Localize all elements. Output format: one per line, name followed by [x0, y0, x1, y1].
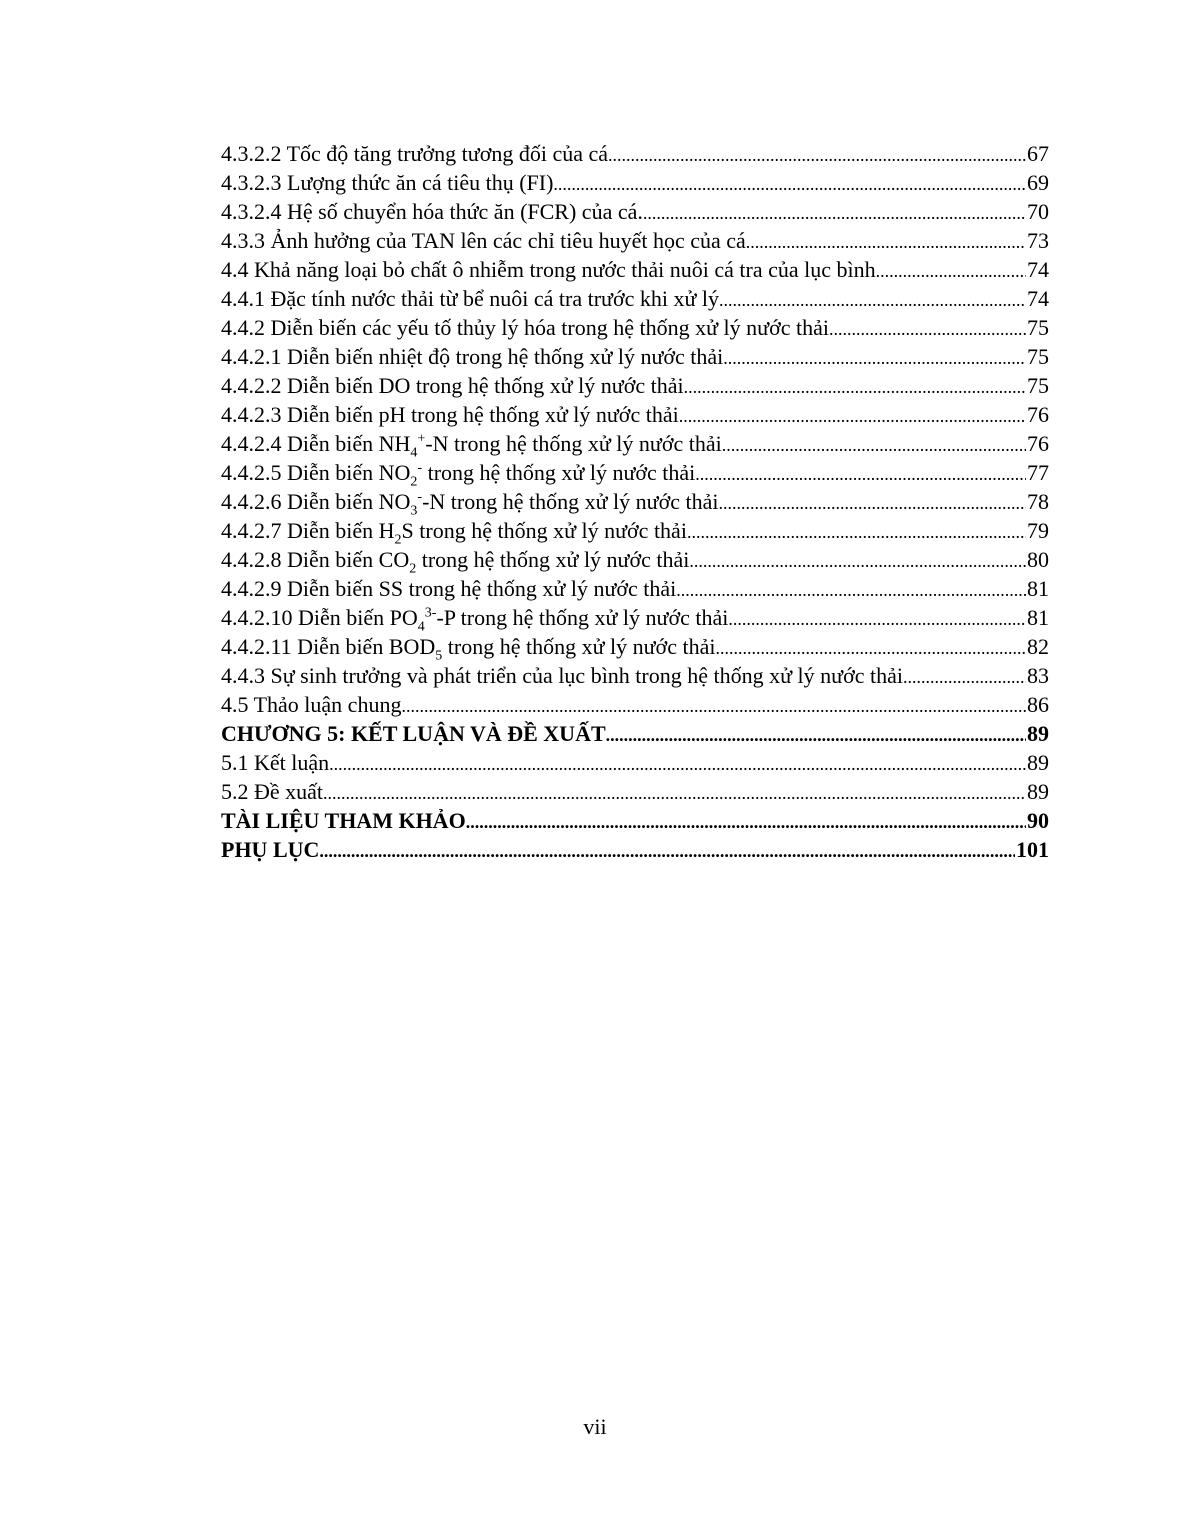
dot-leader — [719, 286, 1026, 315]
subscript: 5 — [435, 648, 443, 664]
toc-entry-title: 4.3.2.2 Tốc độ tăng trưởng tương đối của cá — [221, 141, 609, 166]
dot-leader — [553, 170, 1026, 199]
toc-entry-page: 83 — [1027, 663, 1049, 688]
toc-entry-title: 4.4.3 Sự sinh trưởng và phát triển của lục bình trong hệ thống xử lý nước thải — [221, 663, 903, 688]
toc-entry-title: 4.4.2.9 Diễn biến SS trong hệ thống xử lý nước thải — [221, 576, 677, 601]
toc-entry-page: 69 — [1027, 170, 1049, 195]
dot-leader — [684, 373, 1026, 402]
toc-entry[interactable] — [221, 777, 1049, 806]
toc-entry-title: 4.4.2.1 Diễn biến nhiệt độ trong hệ thống xử lý nước thải — [221, 344, 724, 369]
dot-leader — [829, 315, 1026, 344]
toc-entry-title: 4.4.2 Diễn biến các yếu tố thủy lý hóa trong hệ thống xử lý nước thải — [221, 315, 829, 340]
toc-entry[interactable] — [221, 371, 1049, 400]
subscript: 2 — [410, 474, 418, 490]
dot-leader — [329, 750, 1026, 779]
toc-entry-page: 81 — [1027, 605, 1049, 630]
toc-entry-page: 73 — [1027, 228, 1049, 253]
toc-entry-page: 80 — [1027, 547, 1049, 572]
toc-entry-title: 4.3.2.4 Hệ số chuyển hóa thức ăn (FCR) của cá. — [221, 199, 643, 224]
dot-leader — [606, 721, 1026, 750]
toc-entry[interactable] — [221, 545, 1049, 577]
dot-leader — [903, 663, 1026, 692]
dot-leader — [746, 228, 1026, 257]
dot-leader — [695, 460, 1026, 489]
toc-entry[interactable] — [221, 429, 1049, 461]
dot-leader — [676, 576, 1026, 605]
dot-leader — [689, 547, 1026, 576]
page-number: vii — [583, 1414, 607, 1439]
toc-entry[interactable] — [221, 168, 1049, 197]
toc-entry[interactable] — [221, 226, 1049, 255]
toc-entry-title-suffix: trong hệ thống xử lý nước thải — [422, 460, 696, 485]
dot-leader — [401, 692, 1026, 721]
toc-entry-title-prefix: 4.4.2.4 Diễn biến NH — [221, 431, 411, 456]
dot-leader — [323, 779, 1026, 808]
toc-entry-title — [221, 458, 696, 490]
subscript: 2 — [394, 532, 402, 548]
toc-entry-page: 101 — [1016, 837, 1049, 862]
toc-entry-page: 74 — [1027, 257, 1049, 282]
toc-entry-page: 82 — [1027, 634, 1049, 659]
superscript: - — [417, 460, 423, 476]
toc-entry-title: CHƯƠNG 5: KẾT LUẬN VÀ ĐỀ XUẤT — [221, 721, 606, 746]
toc-entry[interactable] — [221, 603, 1049, 635]
toc-entry-page: 67 — [1027, 141, 1049, 166]
subscript: 4 — [410, 445, 418, 461]
dot-leader — [723, 344, 1026, 373]
toc-entry[interactable] — [221, 139, 1049, 168]
toc-entry-page: 89 — [1027, 721, 1049, 746]
toc-entry[interactable] — [221, 632, 1049, 664]
toc-entry-title-suffix: -N trong hệ thống xử lý nước thải — [425, 431, 722, 456]
toc-entry-title-prefix: 4.4.2.11 Diễn biến BOD — [221, 634, 436, 659]
toc-entry-title: 4.4.1 Đặc tính nước thải từ bể nuôi cá tra trước khi xử lý — [221, 286, 720, 311]
toc-entry-title: 4.3.2.3 Lượng thức ăn cá tiêu thụ (FI) — [221, 170, 554, 195]
table-of-contents — [221, 139, 1049, 864]
toc-entry-title: 4.5 Thảo luận chung — [221, 692, 402, 717]
toc-entry-page: 86 — [1027, 692, 1049, 717]
toc-entry-title-suffix: -N trong hệ thống xử lý nước thải — [422, 489, 719, 514]
toc-entry[interactable] — [221, 690, 1049, 719]
toc-heading-entry[interactable] — [221, 719, 1049, 748]
dot-leader — [319, 837, 1015, 866]
toc-entry-page: 74 — [1027, 286, 1049, 311]
toc-entry-title: 5.2 Đề xuất — [221, 779, 324, 804]
toc-entry[interactable] — [221, 400, 1049, 429]
toc-entry-page: 77 — [1027, 460, 1049, 485]
superscript: 3- — [424, 605, 437, 621]
toc-entry-title: 5.1 Kết luận — [221, 750, 330, 775]
toc-entry-title-prefix: 4.4.2.7 Diễn biến H — [221, 518, 395, 543]
toc-entry-title — [221, 429, 722, 461]
toc-entry[interactable] — [221, 748, 1049, 777]
toc-entry-title: 4.3.3 Ảnh hưởng của TAN lên các chỉ tiêu huyết học của cá — [221, 228, 746, 253]
toc-heading-entry[interactable] — [221, 835, 1049, 864]
toc-entry-title-prefix: 4.4.2.10 Diễn biến PO — [221, 605, 418, 630]
toc-entry-page: 75 — [1027, 344, 1049, 369]
toc-entry-title-suffix: -P trong hệ thống xử lý nước thải — [436, 605, 729, 630]
toc-entry-page: 70 — [1027, 199, 1049, 224]
dot-leader — [718, 489, 1026, 518]
toc-entry-title: 4.4.2.2 Diễn biến DO trong hệ thống xử lý nước thải — [221, 373, 684, 398]
toc-entry-title-prefix: 4.4.2.6 Diễn biến NO — [221, 489, 411, 514]
dot-leader — [876, 257, 1026, 286]
toc-entry[interactable] — [221, 197, 1049, 226]
toc-entry-title — [221, 603, 729, 635]
superscript: + — [417, 431, 426, 447]
toc-entry-page: 89 — [1027, 750, 1049, 775]
dot-leader — [728, 605, 1026, 634]
toc-entry-page: 76 — [1027, 431, 1049, 456]
toc-entry-page: 75 — [1027, 373, 1049, 398]
toc-entry[interactable] — [221, 458, 1049, 490]
subscript: 3 — [410, 503, 418, 519]
toc-entry-title-prefix: 4.4.2.5 Diễn biến NO — [221, 460, 411, 485]
toc-entry-page: 79 — [1027, 518, 1049, 543]
toc-entry[interactable] — [221, 487, 1049, 519]
toc-entry-page: 78 — [1027, 489, 1049, 514]
toc-entry-page: 89 — [1027, 779, 1049, 804]
toc-entry-page: 81 — [1027, 576, 1049, 601]
subscript: 2 — [409, 561, 417, 577]
toc-entry-title: 4.4.2.3 Diễn biến pH trong hệ thống xử lý nước thải — [221, 402, 679, 427]
toc-entry-page: 76 — [1027, 402, 1049, 427]
toc-entry[interactable] — [221, 516, 1049, 548]
toc-entry[interactable] — [221, 284, 1049, 313]
toc-entry-title: TÀI LIỆU THAM KHẢO — [221, 808, 466, 833]
toc-entry-title-prefix: 4.4.2.8 Diễn biến CO — [221, 547, 410, 572]
toc-entry-title — [221, 632, 716, 664]
dot-leader — [643, 199, 1026, 228]
dot-leader — [608, 141, 1026, 170]
toc-entry[interactable] — [221, 313, 1049, 342]
toc-entry-title-suffix: trong hệ thống xử lý nước thải — [442, 634, 716, 659]
toc-entry[interactable] — [221, 255, 1049, 284]
toc-entry-title-suffix: S trong hệ thống xử lý nước thải — [401, 518, 687, 543]
toc-entry-title — [221, 545, 690, 577]
toc-entry-title: 4.4 Khả năng loại bỏ chất ô nhiễm trong nước thải nuôi cá tra của lục bình — [221, 257, 876, 282]
toc-entry[interactable] — [221, 342, 1049, 371]
toc-entry-title-suffix: trong hệ thống xử lý nước thải — [416, 547, 690, 572]
toc-entry-title — [221, 516, 687, 548]
toc-entry[interactable] — [221, 574, 1049, 603]
dot-leader — [466, 808, 1026, 837]
toc-entry-title — [221, 487, 719, 519]
dot-leader — [679, 402, 1026, 431]
superscript: - — [417, 489, 423, 505]
toc-entry-page: 75 — [1027, 315, 1049, 340]
dot-leader — [722, 431, 1026, 460]
toc-heading-entry[interactable] — [221, 806, 1049, 835]
dot-leader — [715, 634, 1026, 663]
toc-entry[interactable] — [221, 661, 1049, 690]
dot-leader — [687, 518, 1026, 547]
toc-entry-title: PHỤ LỤC — [221, 837, 320, 862]
toc-entry-page: 90 — [1027, 808, 1049, 833]
subscript: 4 — [417, 619, 425, 635]
